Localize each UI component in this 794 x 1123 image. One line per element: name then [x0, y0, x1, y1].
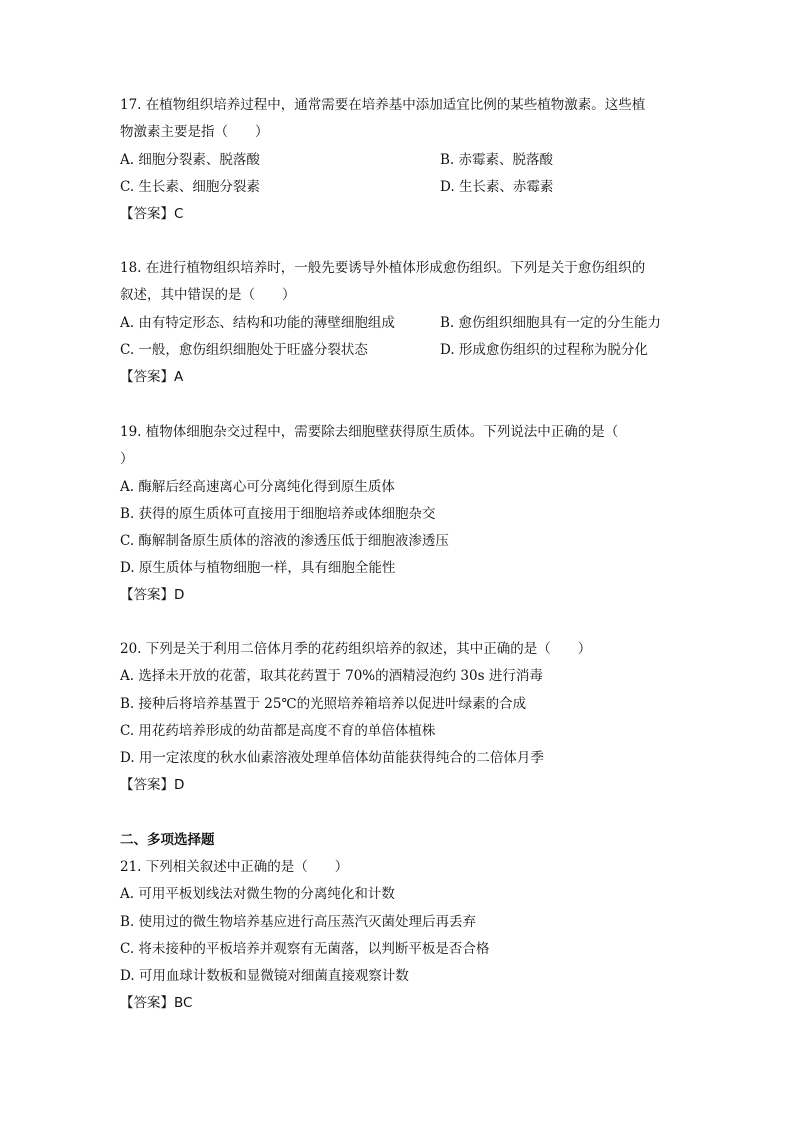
q17-option-b: B. 赤霉素、脱落酸	[440, 152, 554, 168]
q20-answer: 【答案】D	[120, 777, 185, 793]
q17-option-d: D. 生长素、赤霉素	[440, 179, 554, 195]
q18-option-a: A. 由有特定形态、结构和功能的薄壁细胞组成	[120, 315, 395, 331]
q20-option-c: C. 用花药培养形成的幼苗都是高度不育的单倍体植株	[120, 723, 436, 739]
q19-option-d: D. 原生质体与植物细胞一样，具有细胞全能性	[120, 560, 396, 576]
q17-option-c: C. 生长素、细胞分裂素	[120, 179, 260, 195]
q21-answer: 【答案】BC	[120, 995, 193, 1011]
q21-option-c: C. 将未接种的平板培养并观察有无菌落，以判断平板是否合格	[120, 941, 490, 957]
q18-option-c: C. 一般，愈伤组织细胞处于旺盛分裂状态	[120, 342, 368, 358]
q19-option-a: A. 酶解后经高速离心可分离纯化得到原生质体	[120, 479, 395, 495]
q20-option-b: B. 接种后将培养基置于 25℃的光照培养箱培养以促进叶绿素的合成	[120, 696, 527, 712]
q19-stem-line-2: ）	[120, 451, 134, 467]
section-title: 二、多项选择题	[120, 832, 215, 848]
q18-option-b: B. 愈伤组织细胞具有一定的分生能力	[440, 315, 662, 331]
q21-option-b: B. 使用过的微生物培养基应进行高压蒸汽灭菌处理后再丢弃	[120, 914, 477, 930]
q20-stem-line-1: 20. 下列是关于利用二倍体月季的花药组织培养的叙述，其中正确的是（ ）	[120, 641, 592, 657]
q20-option-a: A. 选择未开放的花蕾，取其花药置于 70%的酒精浸泡约 30s 进行消毒	[120, 668, 543, 684]
q21-option-d: D. 可用血球计数板和显微镜对细菌直接观察计数	[120, 968, 409, 984]
q18-stem-line-2: 叙述，其中错误的是（ ）	[120, 287, 296, 303]
q20-option-d: D. 用一定浓度的秋水仙素溶液处理单倍体幼苗能获得纯合的二倍体月季	[120, 750, 544, 766]
q17-stem-line-1: 17. 在植物组织培养过程中，通常需要在培养基中添加适宜比例的某些植物激素。这些植	[120, 97, 646, 113]
q21-option-a: A. 可用平板划线法对微生物的分离纯化和计数	[120, 886, 395, 902]
q19-option-c: C. 酶解制备原生质体的溶液的渗透压低于细胞液渗透压	[120, 533, 449, 549]
q18-answer: 【答案】A	[120, 369, 184, 385]
q17-answer: 【答案】C	[120, 206, 184, 222]
q19-answer: 【答案】D	[120, 587, 185, 603]
q18-option-d: D. 形成愈伤组织的过程称为脱分化	[440, 342, 648, 358]
q18-stem-line-1: 18. 在进行植物组织培养时，一般先要诱导外植体形成愈伤组织。下列是关于愈伤组织的	[120, 260, 646, 276]
q21-stem-line-1: 21. 下列相关叙述中正确的是（ ）	[120, 859, 349, 875]
q17-option-a: A. 细胞分裂素、脱落酸	[120, 152, 260, 168]
q19-option-b: B. 获得的原生质体可直接用于细胞培养或体细胞杂交	[120, 506, 436, 522]
q19-stem-line-1: 19. 植物体细胞杂交过程中，需要除去细胞壁获得原生质体。下列说法中正确的是（	[120, 424, 619, 440]
q17-stem-line-2: 物激素主要是指（ ）	[120, 124, 269, 140]
